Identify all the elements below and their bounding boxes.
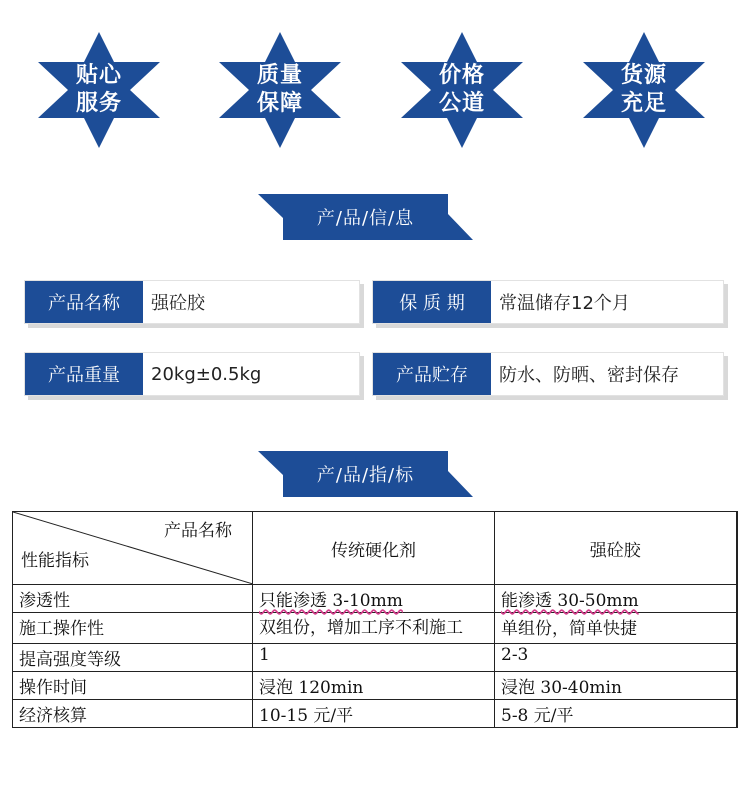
feature-line2: 保障: [256, 91, 303, 116]
cell-traditional: 双组份，增加工序不利施工: [253, 613, 495, 644]
info-label: 保 质 期: [373, 281, 491, 323]
feature-line1: 价格: [438, 63, 485, 88]
feature-badge-service: [38, 32, 160, 148]
info-product-storage: [372, 352, 724, 396]
info-label: 产品名称: [25, 281, 143, 323]
info-shelf-life: [372, 280, 724, 324]
table-row: [13, 672, 737, 700]
spec-table: [12, 511, 738, 728]
cell-traditional: [253, 585, 495, 613]
row-label: 提高强度等级: [13, 644, 253, 672]
feature-line1: 质量: [256, 63, 303, 88]
cell-product: 5-8 元/平: [495, 700, 737, 728]
section-title-text: 产/品/信/息: [316, 208, 415, 229]
cell-product: [495, 585, 737, 613]
cell-product: 浸泡 30-40min: [495, 672, 737, 700]
cell-traditional: 1: [253, 644, 495, 672]
feature-line2: 充足: [620, 91, 667, 116]
row-label: 经济核算: [13, 700, 253, 728]
info-value: 防水、防晒、密封保存: [499, 365, 679, 386]
cell-product: 单组份，简单快捷: [495, 613, 737, 644]
corner-top-label: 产品名称: [164, 521, 232, 541]
section-title-product-specs: [258, 451, 473, 497]
cell-traditional: 浸泡 120min: [253, 672, 495, 700]
table-row: [13, 613, 737, 644]
feature-line2: 服务: [75, 91, 122, 116]
section-title-text: 产/品/指/标: [316, 465, 415, 486]
cell-text: 能渗透 30-50mm: [501, 591, 639, 611]
column-header-traditional: 传统硬化剂: [253, 512, 495, 585]
info-label: 产品贮存: [373, 353, 491, 395]
cell-text: 只能渗透 3-10mm: [259, 591, 403, 611]
table-row: [13, 700, 737, 728]
info-value: 强砼胶: [151, 293, 205, 314]
cell-traditional: 10-15 元/平: [253, 700, 495, 728]
row-label: 施工操作性: [13, 613, 253, 644]
info-value: 常温储存12个月: [499, 293, 630, 314]
feature-badge-quality: [219, 32, 341, 148]
feature-line1: 贴心: [75, 63, 122, 88]
row-label: 渗透性: [13, 585, 253, 613]
feature-badge-supply: [583, 32, 705, 148]
info-label: 产品重量: [25, 353, 143, 395]
feature-badge-price: [401, 32, 523, 148]
table-row: [13, 585, 737, 613]
section-title-product-info: [258, 194, 473, 240]
row-label: 操作时间: [13, 672, 253, 700]
cell-product: 2-3: [495, 644, 737, 672]
corner-bottom-label: 性能指标: [21, 551, 89, 571]
info-value: 20kg±0.5kg: [151, 363, 262, 385]
feature-line1: 货源: [620, 63, 667, 88]
info-product-name: [24, 280, 360, 324]
info-product-weight: [24, 352, 360, 396]
table-row: [13, 644, 737, 672]
column-header-product: 强砼胶: [495, 512, 737, 585]
feature-line2: 公道: [438, 91, 485, 116]
table-corner-cell: [13, 512, 253, 585]
table-header-row: [13, 512, 737, 585]
